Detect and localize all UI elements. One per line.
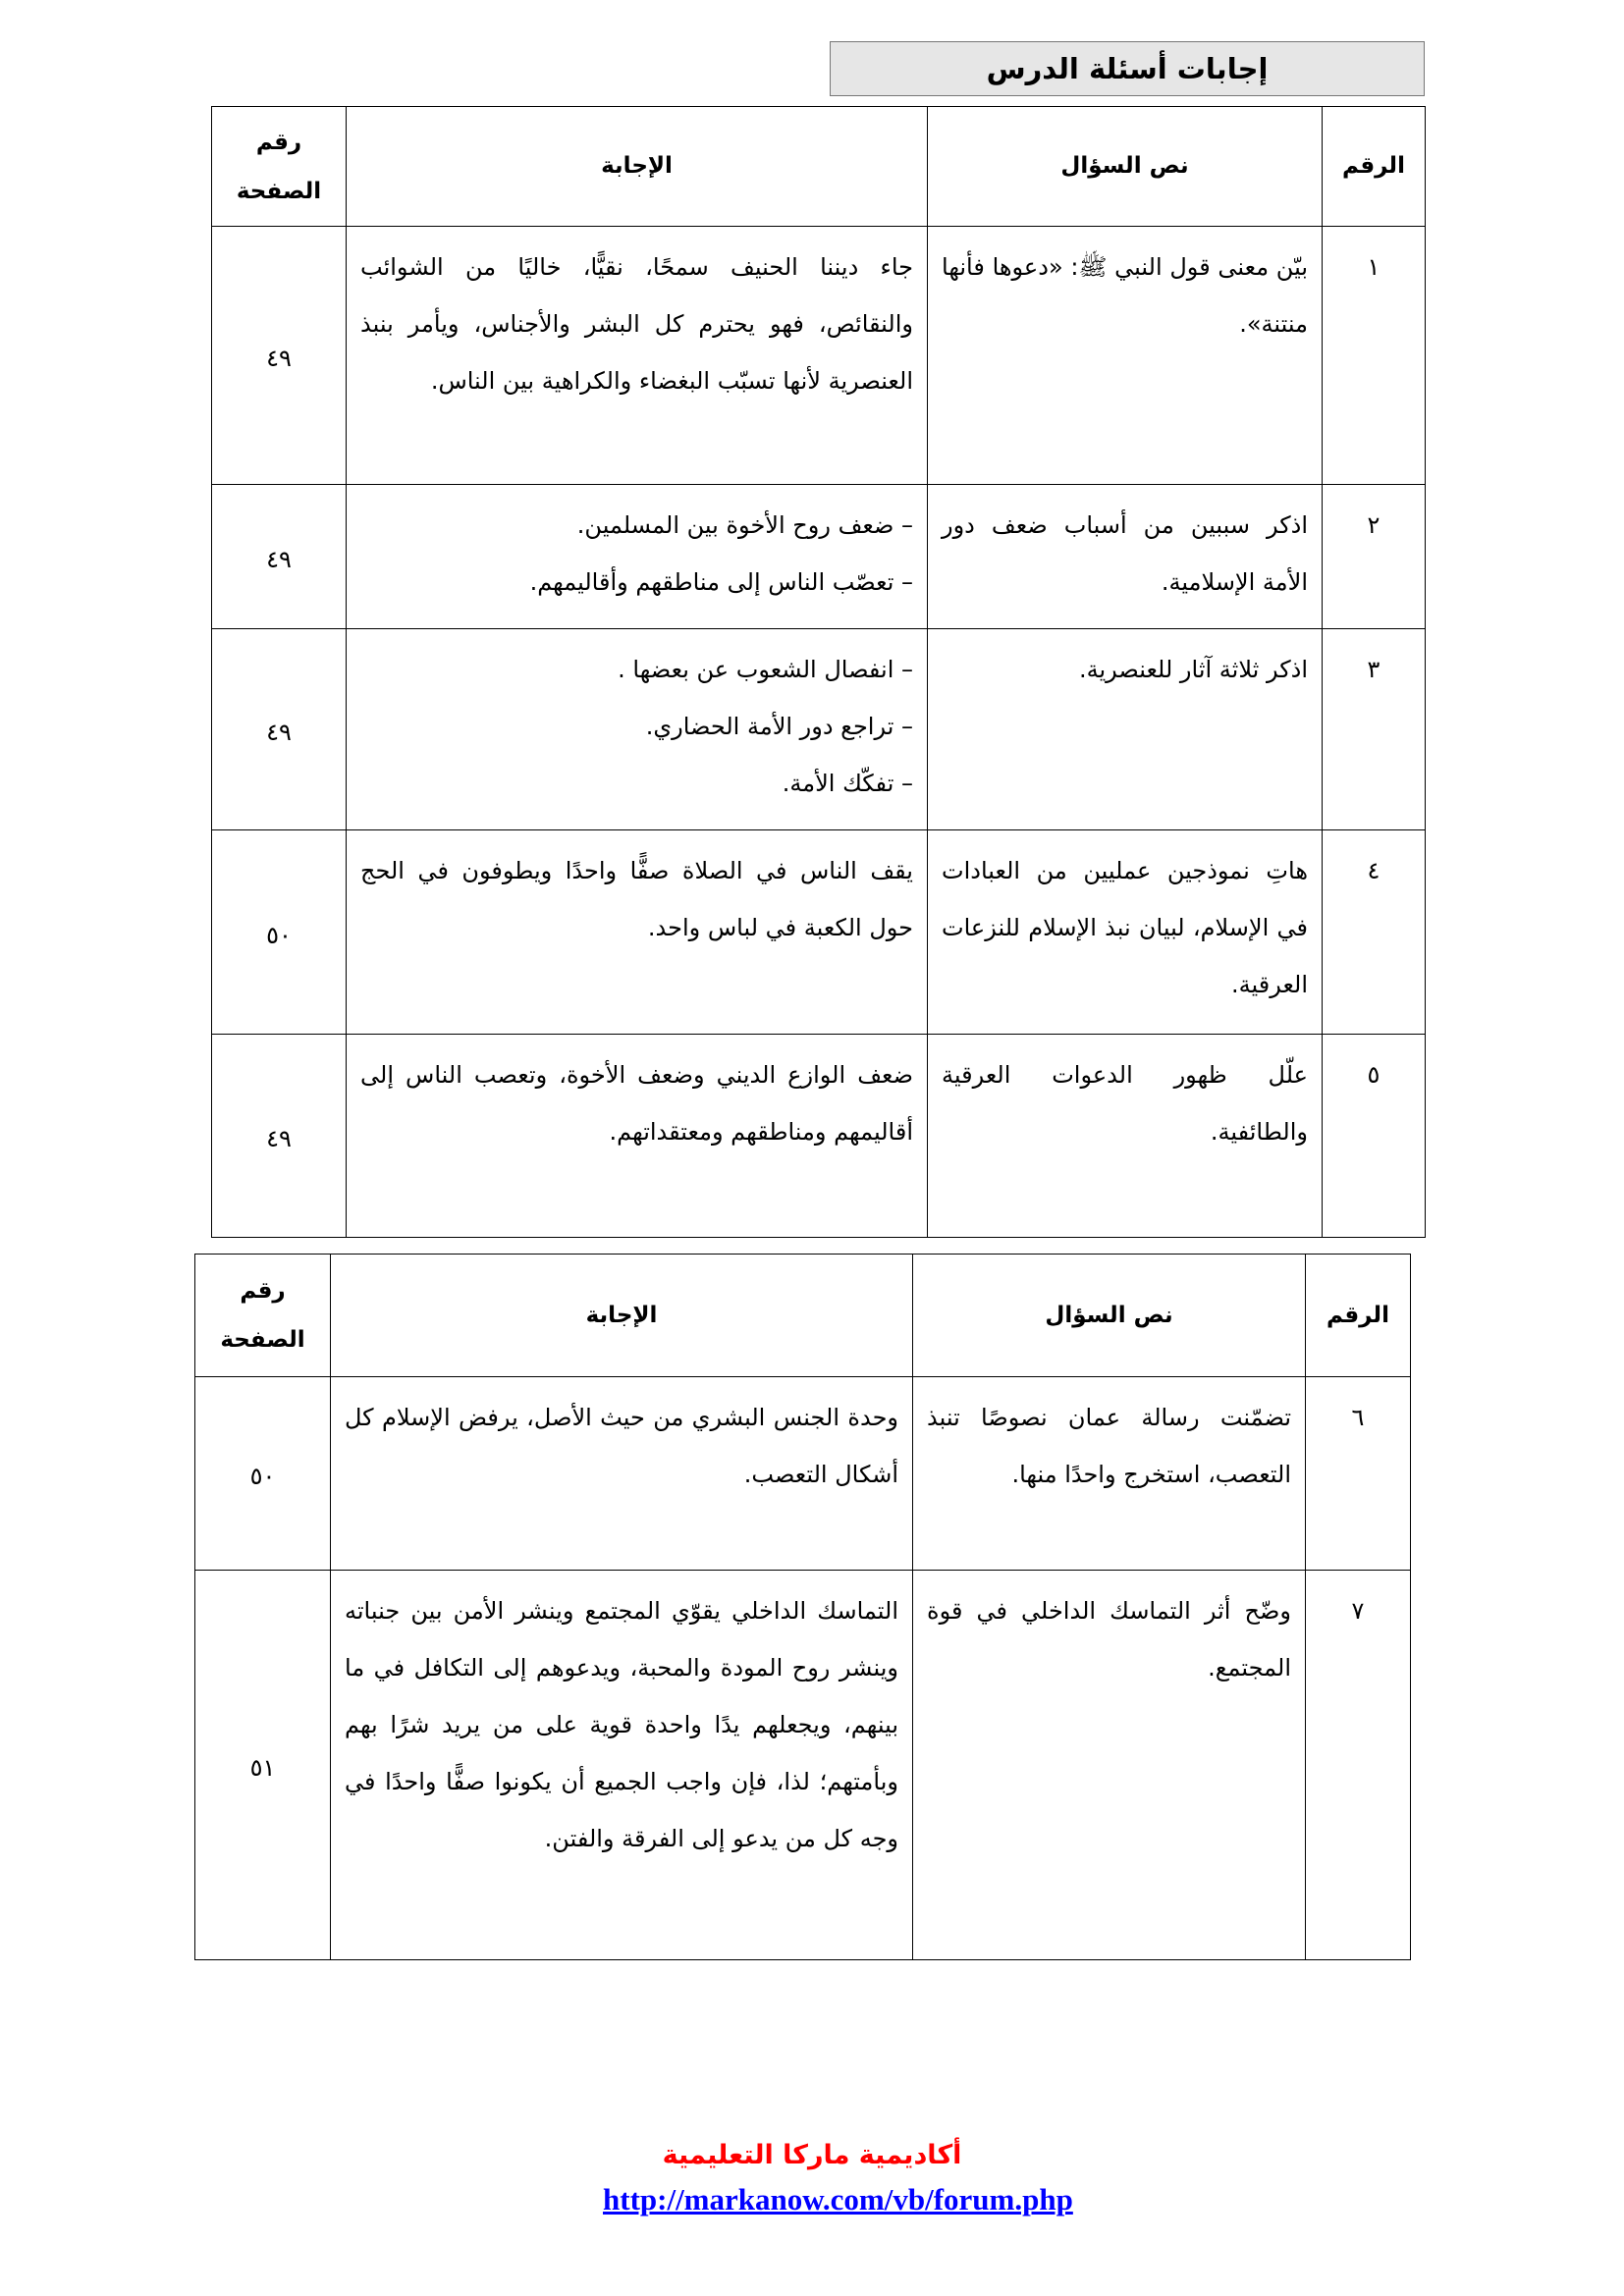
header-question: نص السؤال [928,107,1323,227]
table-row [212,227,1426,485]
header-answer: الإجابة [347,107,928,227]
table-row [212,629,1426,830]
question-text: بيّن معنى قول النبي ﷺ: «دعوها فأنها منتنة». [928,227,1323,485]
header-question: نص السؤال [913,1255,1306,1377]
row-number: ٣ [1323,629,1426,830]
answer-cell [347,629,928,830]
page-number: ٤٩ [212,1035,347,1238]
question-text: تضمّنت رسالة عمان نصوصًا تنبذ التعصب، استخرج واحدًا منها. [913,1377,1306,1571]
answer-list-item: – تراجع دور الأمة الحضاري. [645,713,913,740]
page-title: إجابات أسئلة الدرس [986,52,1269,85]
header-page [195,1255,331,1377]
answer-text: جاء ديننا الحنيف سمحًا، نقيًّا، خاليًا من الشوائب والنقائص، فهو يحترم كل البشر والأجناس، ويأمر بنبذ العنصرية لأنها تسبّب البغضاء والكراهية بين الناس. [360,253,913,395]
page-number: ٤٩ [212,227,347,485]
page-number: ٥١ [195,1571,331,1960]
footer-forum-link[interactable]: http://markanow.com/vb/forum.php [603,2182,1073,2216]
answer-cell [347,485,928,629]
answer-list-item: – تفكّك الأمة. [782,770,913,797]
row-number: ٦ [1306,1377,1411,1571]
question-text: علّل ظهور الدعوات العرقية والطائفية. [928,1035,1323,1238]
answer-cell [331,1571,913,1960]
answers-table-1 [211,106,1426,1238]
answer-cell [331,1377,913,1571]
footer-academy-name: أكاديمية ماركا التعليمية [662,2140,962,2170]
table-row [195,1377,1411,1571]
page-title-box [830,41,1425,96]
row-number: ٤ [1323,830,1426,1035]
table-row [195,1571,1411,1960]
header-number: الرقم [1323,107,1426,227]
question-text: اذكر ثلاثة آثار للعنصرية. [928,629,1323,830]
row-number: ١ [1323,227,1426,485]
answer-text: يقف الناس في الصلاة صفًّا واحدًا ويطوفون في الحج حول الكعبة في لباس واحد. [360,857,913,941]
answer-text: ضعف الوازع الديني وضعف الأخوة، وتعصب الناس إلى أقاليمهم ومناطقهم ومعتقداتهم. [360,1061,913,1146]
table-row [212,1035,1426,1238]
row-number: ٢ [1323,485,1426,629]
page-number: ٥٠ [195,1377,331,1571]
answer-list-item: – انفصال الشعوب عن بعضها . [618,656,913,683]
table-header-row [195,1255,1411,1377]
answer-list-item: – تعصّب الناس إلى مناطقهم وأقاليمهم. [529,568,913,596]
answer-cell [347,1035,928,1238]
row-number: ٥ [1323,1035,1426,1238]
header-page [212,107,347,227]
question-text: هاتِ نموذجين عمليين من العبادات في الإسلام، لبيان نبذ الإسلام للنزعات العرقية. [928,830,1323,1035]
table-row [212,830,1426,1035]
header-page-label: رقم الصفحة [220,1278,305,1353]
question-text: اذكر سببين من أسباب ضعف دور الأمة الإسلامية. [928,485,1323,629]
page-number: ٥٠ [212,830,347,1035]
answer-text: وحدة الجنس البشري من حيث الأصل، يرفض الإسلام كل أشكال التعصب. [345,1404,898,1488]
header-page-label: رقم الصفحة [236,129,322,204]
answer-text: التماسك الداخلي يقوّي المجتمع وينشر الأمن بين جنباته وينشر روح المودة والمحبة، ويدعوهم إلى التكافل في ما بينهم، ويجعلهم يدًا واحدة قوية على من يريد شرًا بهم وبأمتهم؛ لذا، فإن واجب الجميع أن يكونوا صفًّا واحدًا في وجه كل من يدعو إلى الفرقة والفتن. [345,1597,898,1852]
header-number: الرقم [1306,1255,1411,1377]
answers-table-2 [194,1254,1411,1960]
table-header-row [212,107,1426,227]
page-number: ٤٩ [212,485,347,629]
answer-cell [347,227,928,485]
answer-list-item: – ضعف روح الأخوة بين المسلمين. [576,511,913,539]
question-text: وضّح أثر التماسك الداخلي في قوة المجتمع. [913,1571,1306,1960]
answer-cell [347,830,928,1035]
table-row [212,485,1426,629]
page-number: ٤٩ [212,629,347,830]
row-number: ٧ [1306,1571,1411,1960]
header-answer: الإجابة [331,1255,913,1377]
